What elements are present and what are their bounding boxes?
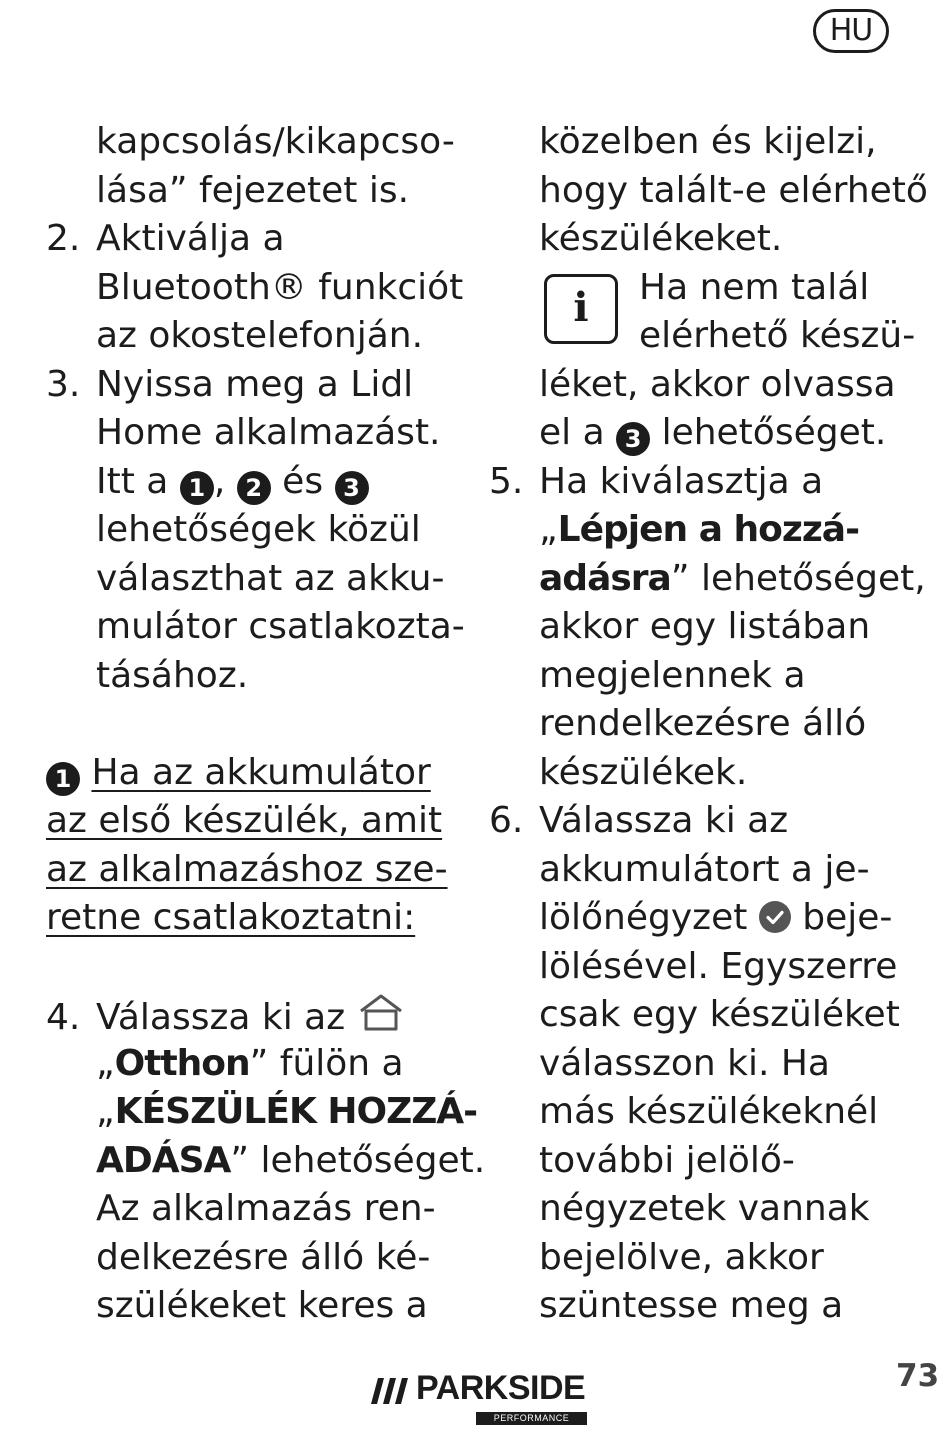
- text-line: elérhető készü-: [639, 315, 916, 356]
- step-5-line: [489, 458, 909, 507]
- option-3-marker: 3: [335, 471, 369, 505]
- text-fragment: beje-: [802, 897, 893, 938]
- text-line: [489, 555, 926, 604]
- step-number: 6.: [489, 800, 524, 841]
- text-line: más készülékeknél: [539, 1091, 879, 1132]
- text-fragment: ,: [213, 460, 226, 502]
- parkside-logo: [370, 1368, 590, 1428]
- checkmark-icon: [759, 901, 791, 933]
- text-line: rendelkezésre álló: [539, 703, 867, 744]
- text-fragment: és: [282, 460, 324, 502]
- subheading-text: az első készülék, amit: [46, 800, 443, 841]
- quote-mark: „: [539, 509, 558, 550]
- brand-name: PARKSIDE: [416, 1369, 586, 1407]
- text-line: [46, 1088, 478, 1137]
- text-line: az okostelefonján.: [96, 315, 424, 356]
- language-badge: HU: [813, 9, 889, 53]
- quote-mark: „: [96, 1042, 115, 1084]
- text-line: kapcsolás/kikapcso-: [96, 121, 455, 162]
- text-fragment: lölőnégyzet: [539, 897, 748, 938]
- text-line: akkor egy listában: [539, 606, 871, 647]
- bold-term: KÉSZÜLÉK HOZZÁ-: [114, 1091, 478, 1132]
- text-fragment: el a: [539, 412, 605, 453]
- text-line: lehetőségek közül: [96, 509, 421, 550]
- text-line: Válassza ki az: [96, 997, 346, 1038]
- step-number: 2.: [46, 218, 81, 259]
- text-line: [46, 1040, 456, 1089]
- text-line: [489, 894, 909, 943]
- right-column: [489, 118, 928, 1331]
- left-column: [46, 118, 486, 1331]
- text-line: Home alkalmazást.: [96, 412, 441, 453]
- text-fragment: Itt a: [96, 460, 169, 502]
- text-line: lása” fejezetet is.: [96, 169, 410, 211]
- text-line: [489, 506, 909, 555]
- subheading-text: az alkalmazáshoz sze-: [46, 848, 448, 890]
- text-line: léket, akkor olvassa: [539, 363, 896, 405]
- subheading-text: Ha az akkumulátor: [91, 751, 431, 793]
- text-line: [489, 409, 909, 458]
- subheading-text: retne csatlakoztatni:: [46, 897, 416, 938]
- home-icon: [357, 991, 405, 1035]
- bold-term: Otthon: [114, 1042, 250, 1084]
- info-icon: i: [544, 274, 618, 344]
- info-note: [489, 264, 916, 361]
- text-line: Ha nem talál: [639, 266, 870, 308]
- brand-subtitle: PERFORMANCE: [476, 1412, 587, 1425]
- text-fragment: ” lehetőséget.: [230, 1139, 486, 1181]
- text-line: négyzetek vannak: [539, 1188, 870, 1229]
- text-line: hogy talált-e elérhető: [539, 169, 928, 211]
- options-line: [46, 458, 456, 507]
- text-line: Válassza ki az: [539, 800, 789, 841]
- quote-mark: „: [96, 1091, 115, 1132]
- bold-term: adásra: [539, 557, 671, 599]
- text-line: készülékeket.: [539, 218, 783, 259]
- step-number: 5.: [489, 460, 524, 502]
- text-line: [46, 1137, 486, 1186]
- text-fragment: ” lehetőséget,: [670, 557, 926, 599]
- bold-term: Lépjen a hozzá-: [557, 509, 860, 550]
- text-line: Ha kiválasztja a: [539, 460, 824, 502]
- text-line: tásához.: [96, 654, 249, 696]
- step-number: 3.: [46, 363, 81, 405]
- option-3-marker: 3: [616, 422, 650, 456]
- step-number: 4.: [46, 997, 81, 1038]
- text-line: közelben és kijelzi,: [539, 121, 877, 162]
- text-line: választhat az akku-: [96, 557, 445, 599]
- step-4-line: [46, 991, 456, 1040]
- text-fragment: ” fülön a: [249, 1042, 404, 1084]
- text-line: lölésével. Egyszerre: [539, 945, 898, 987]
- text-line: szüntesse meg a: [539, 1285, 844, 1326]
- text-line: bejelölve, akkor: [539, 1236, 824, 1278]
- bold-term: ADÁSA: [96, 1139, 231, 1181]
- text-line: válasszon ki. Ha: [539, 1042, 830, 1084]
- text-line: készülékek.: [539, 751, 748, 793]
- text-line: Az alkalmazás ren-: [96, 1188, 436, 1229]
- subheading-line: [46, 749, 456, 798]
- text-fragment: lehetőséget.: [661, 412, 887, 453]
- step-6-line: [489, 797, 909, 846]
- option-2-marker: 2: [237, 471, 271, 505]
- text-line: Bluetooth® funkciót: [96, 266, 464, 308]
- text-line: akkumulátort a je-: [539, 848, 870, 890]
- page-number: 73: [896, 1358, 940, 1394]
- text-line: delkezésre álló ké-: [96, 1236, 431, 1278]
- text-line: csak egy készüléket: [539, 994, 900, 1035]
- text-line: szülékeket keres a: [96, 1285, 428, 1326]
- text-line: Aktiválja a: [96, 218, 285, 259]
- text-line: mulátor csatlakozta-: [96, 606, 465, 647]
- text-line: Nyissa meg a Lidl: [96, 363, 414, 405]
- text-line: további jelölő-: [539, 1139, 795, 1181]
- option-1-marker: 1: [180, 471, 214, 505]
- logo-stripes-icon: [370, 1370, 414, 1410]
- step-2-line: [46, 215, 456, 264]
- step-3-line: [46, 361, 456, 410]
- text-line: megjelennek a: [539, 654, 806, 696]
- option-1-marker: 1: [46, 762, 80, 796]
